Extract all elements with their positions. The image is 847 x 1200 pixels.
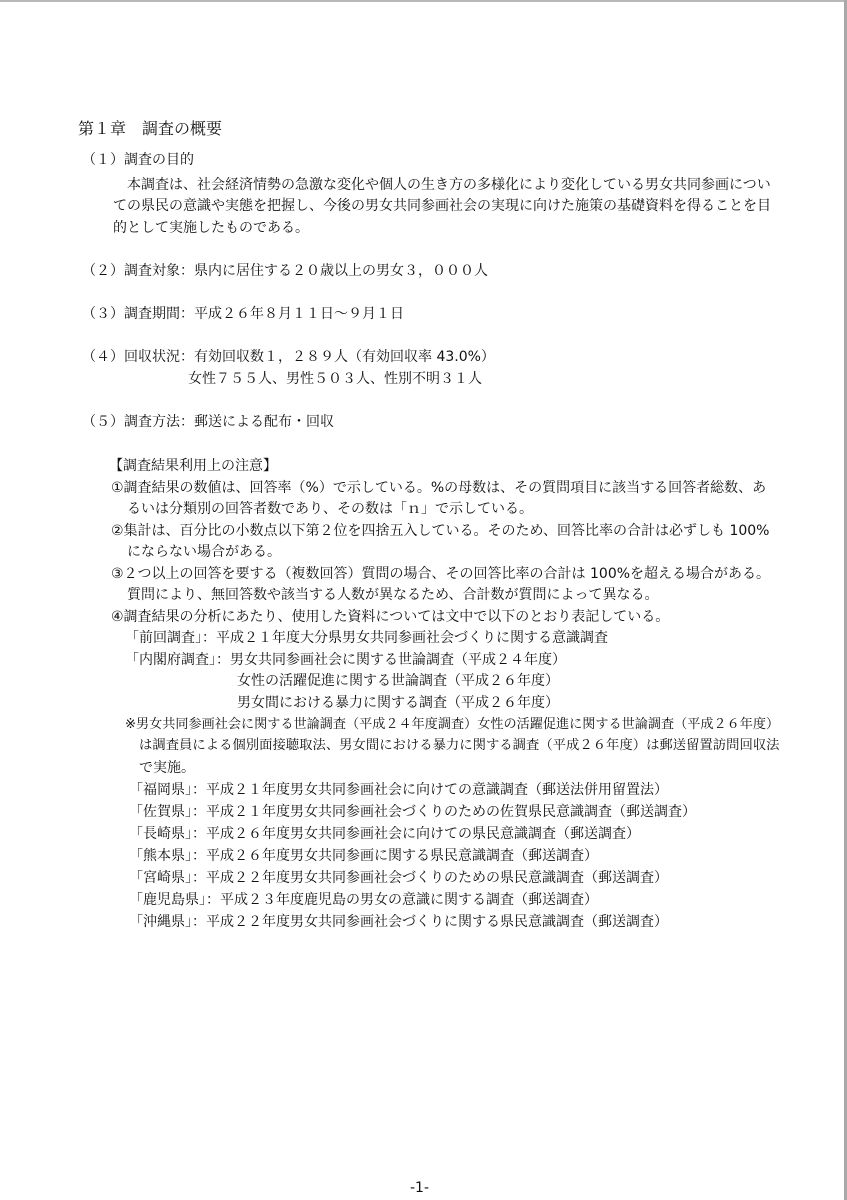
reference-line: 「前回調査」：平成２１年度大分県男女共同参画社会づくりに関する意識調査 <box>125 630 608 646</box>
prefecture-reference-line: 「宮崎県」：平成２２年度男女共同参画社会づくりのための県民意識調査（郵送調査） <box>129 870 668 886</box>
prefecture-reference-line: 「佐賀県」：平成２１年度男女共同参画社会づくりのための佐賀県民意識調査（郵送調査） <box>129 804 696 820</box>
note-line: にならない場合がある。 <box>127 544 281 560</box>
prefecture-reference-line: 「鹿児島県」：平成２３年度鹿児島の男女の意識に関する調査（郵送調査） <box>129 892 598 908</box>
note-line: ④調査結果の分析にあたり、使用した資料については文中で以下のとおり表記している。 <box>111 609 670 625</box>
reference-remark-line: は調査員による個別面接聴取法、男女間における暴力に関する調査（平成２６年度）は郵送留置訪問回収法 <box>139 738 780 753</box>
chapter-title: 第１章 調査の概要 <box>78 119 223 138</box>
note-line: ③２つ以上の回答を要する（複数回答）質問の場合、その回答比率の合計は 100%を超える場合がある。 <box>111 566 771 582</box>
collection-breakdown: 女性７５５人、男性５０３人、性別不明３１人 <box>188 371 482 387</box>
notes-heading: 【調査結果利用上の注意】 <box>109 458 277 474</box>
target-item: （２）調査対象：県内に居住する２０歳以上の男女３，０００人 <box>82 263 488 279</box>
reference-line: 「内閣府調査」：男女共同参画社会に関する世論調査（平成２４年度） <box>125 652 566 668</box>
prefecture-reference-line: 「長崎県」：平成２６年度男女共同参画社会に向けての県民意識調査（郵送調査） <box>129 826 640 842</box>
prefecture-reference-line: 「沖縄県」：平成２２年度男女共同参画社会づくりに関する県民意識調査（郵送調査） <box>129 914 668 930</box>
reference-remark-line: で実施。 <box>139 760 195 776</box>
period-item: （３）調査期間：平成２６年８月１１日～９月１日 <box>82 306 404 322</box>
purpose-text-line: 本調査は、社会経済情勢の急激な変化や個人の生き方の多様化により変化している男女共同参画につい <box>127 177 771 193</box>
note-line: ①調査結果の数値は、回答率（%）で示している。%の母数は、その質問項目に該当する回答者総数、あ <box>111 480 767 496</box>
purpose-heading: （１）調査の目的 <box>82 152 194 168</box>
note-line: ②集計は、百分比の小数点以下第２位を四捨五入している。そのため、回答比率の合計は必ずしも 100% <box>111 523 770 539</box>
method-item: （５）調査方法：郵送による配布・回収 <box>82 414 334 430</box>
page-number: -1- <box>410 1180 430 1196</box>
collection-item: （４）回収状況：有効回収数１，２８９人（有効回収率 43.0%） <box>82 349 495 365</box>
page-top-edge <box>0 0 847 2</box>
note-line: るいは分類別の回答者数であり、その数は「ｎ」で示している。 <box>127 501 533 517</box>
note-line: 質問により、無回答数や該当する人数が異なるため、合計数が質問によって異なる。 <box>127 587 659 603</box>
purpose-text-line: 的として実施したものである。 <box>113 220 309 236</box>
reference-line: 男女間における暴力に関する調査（平成２６年度） <box>237 695 559 711</box>
prefecture-reference-line: 「熊本県」：平成２６年度男女共同参画に関する県民意識調査（郵送調査） <box>129 848 598 864</box>
reference-line: 女性の活躍促進に関する世論調査（平成２６年度） <box>237 673 559 689</box>
purpose-text-line: ての県民の意識や実態を把握し、今後の男女共同参画社会の実現に向けた施策の基礎資料を得ることを目 <box>113 198 771 214</box>
prefecture-reference-line: 「福岡県」：平成２１年度男女共同参画社会に向けての意識調査（郵送法併用留置法） <box>129 782 668 798</box>
reference-remark-line: ※男女共同参画社会に関する世論調査（平成２４年度調査）女性の活躍促進に関する世論調査（平成２６年度） <box>125 717 780 732</box>
